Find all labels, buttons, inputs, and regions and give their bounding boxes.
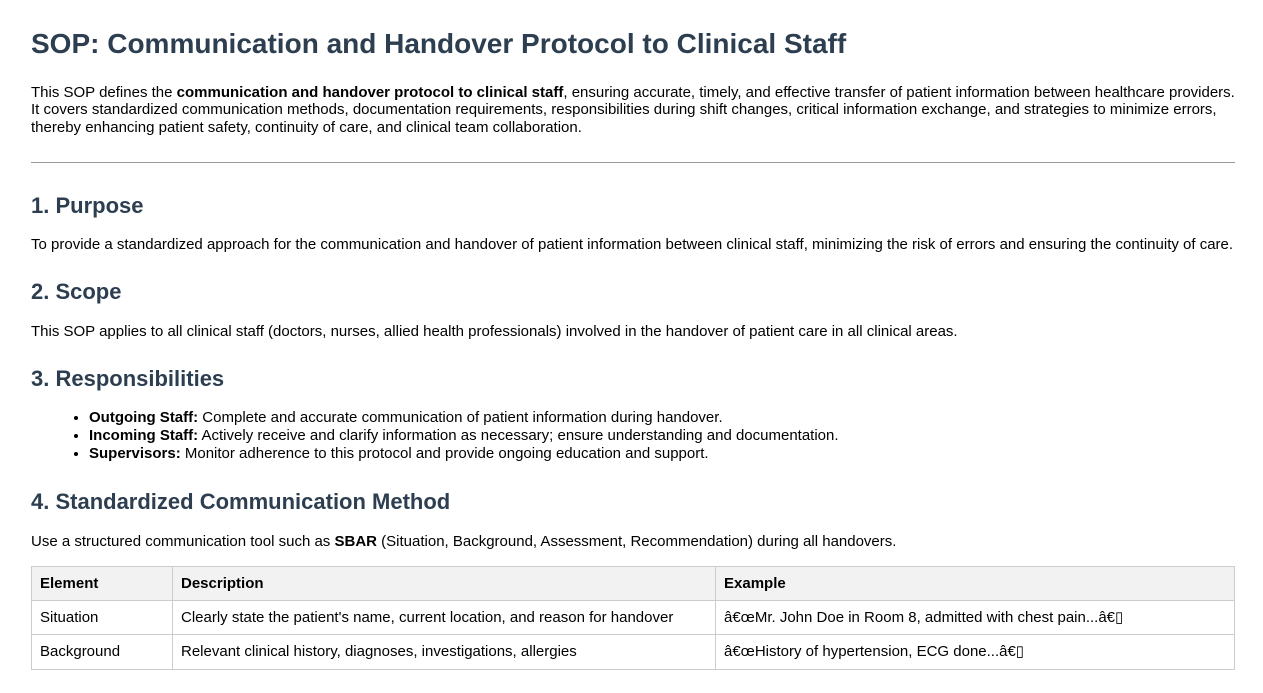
page-title: SOP: Communication and Handover Protocol to Clinical Staff bbox=[31, 28, 847, 59]
cell-description: Relevant clinical history, diagnoses, investigations, allergies bbox=[173, 635, 716, 669]
responsibilities-list bbox=[31, 409, 1235, 463]
table-row-background bbox=[32, 635, 1235, 669]
purpose-paragraph: To provide a standardized approach for the communication and handover of patient information between clinical staff, minimizing the risk of errors and ensuring the continuity of care. bbox=[31, 236, 1234, 254]
list-item-outgoing-staff bbox=[89, 409, 1235, 427]
list-item-incoming-staff bbox=[89, 427, 1235, 445]
bullet-label: Outgoing Staff: bbox=[89, 409, 199, 427]
bullet-text: Monitor adherence to this protocol and provide ongoing education and support. bbox=[180, 445, 709, 463]
section-divider bbox=[31, 162, 1235, 163]
intro-paragraph bbox=[31, 84, 1235, 136]
column-header-description: Description bbox=[173, 566, 716, 600]
section-heading-purpose: 1. Purpose bbox=[31, 192, 144, 218]
sbar-table bbox=[31, 566, 1235, 670]
intro-text-bold: communication and handover protocol to clinical staff bbox=[176, 84, 564, 102]
list-item-supervisors bbox=[89, 445, 1235, 463]
sbar-text-pre: Use a structured communication tool such as bbox=[31, 532, 335, 550]
cell-example: â€œMr. John Doe in Room 8, admitted with chest pain...â€▯ bbox=[716, 601, 1235, 635]
bullet-text: Actively receive and clarify information as necessary; ensure understanding and documentation. bbox=[198, 427, 839, 445]
section-heading-scope: 2. Scope bbox=[31, 279, 122, 305]
section-heading-responsibilities: 3. Responsibilities bbox=[31, 366, 225, 392]
bullet-label: Incoming Staff: bbox=[89, 427, 199, 445]
scope-paragraph: This SOP applies to all clinical staff (doctors, nurses, allied health professionals) involved in the handover of patient care in all clinical areas. bbox=[31, 322, 958, 340]
table-header-row bbox=[32, 566, 1235, 600]
section-heading-standardized-communication: 4. Standardized Communication Method bbox=[31, 489, 451, 515]
intro-text-pre: This SOP defines the bbox=[31, 84, 177, 102]
cell-element: Background bbox=[32, 635, 173, 669]
sbar-text-post: (Situation, Background, Assessment, Recommendation) during all handovers. bbox=[377, 532, 897, 550]
column-header-element: Element bbox=[32, 566, 173, 600]
sbar-intro-paragraph bbox=[31, 533, 1235, 550]
cell-description: Clearly state the patient's name, current location, and reason for handover bbox=[173, 601, 716, 635]
intro-text-post: , ensuring accurate, timely, and effective transfer of patient information between healthcare providers. It covers standardized communication methods, documentation requirements, responsibilities during shift changes, critical information exchange, and strategies to minimize errors, thereby enhancing patient safety, continuity of care, and clinical team collaboration. bbox=[31, 84, 1235, 136]
cell-example: â€œHistory of hypertension, ECG done...â€▯ bbox=[716, 635, 1235, 669]
column-header-example: Example bbox=[716, 566, 1235, 600]
cell-element: Situation bbox=[32, 601, 173, 635]
bullet-text: Complete and accurate communication of patient information during handover. bbox=[198, 409, 723, 427]
sbar-text-bold: SBAR bbox=[334, 532, 377, 550]
bullet-label: Supervisors: bbox=[89, 445, 181, 463]
table-row-situation bbox=[32, 601, 1235, 635]
